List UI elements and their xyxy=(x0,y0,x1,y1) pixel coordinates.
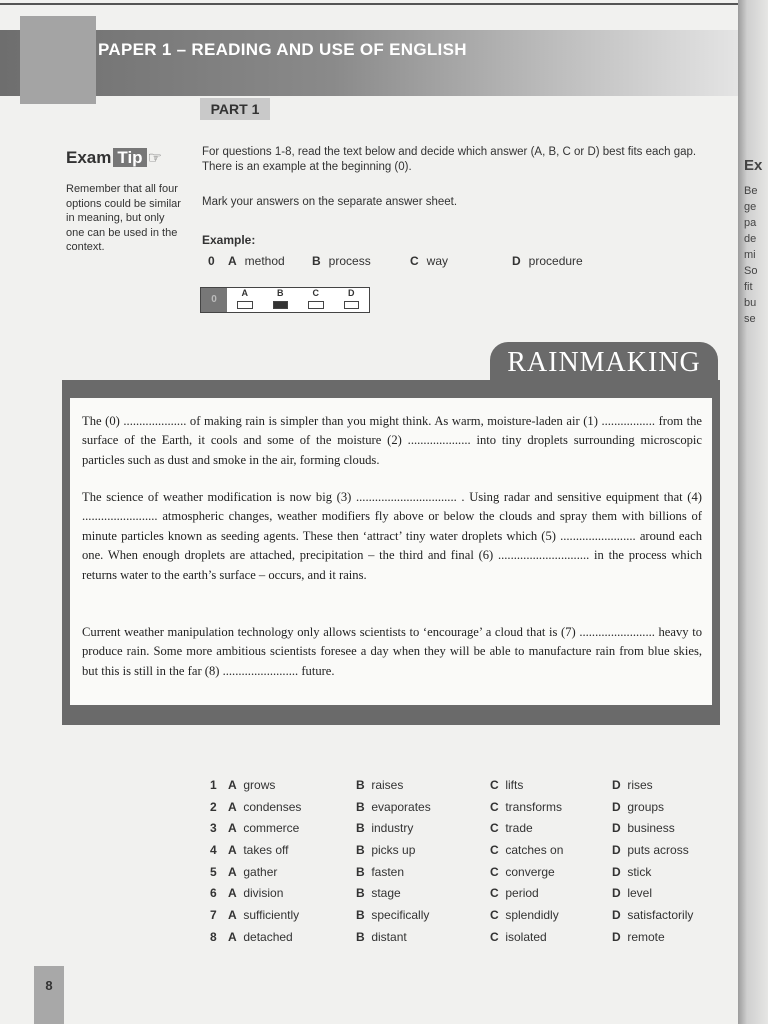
example-option-d: D procedure xyxy=(512,254,583,268)
header-corner-block xyxy=(20,16,96,104)
article-paragraph-2: The science of weather modification is now big (3) ................................ . Using radar and sensitive equipment that (4) ........................ atmospheric changes, weather modifiers fly above or below the clouds and spray them with billions of minute particles known as seeding agents. These then ‘attract’ tiny water droplets which (5) ........................ around each one. When enough droplets are attached, precipitation – the third and final (6) ............................. in the process which returns water to the earth’s surface – occurs, and it rains. xyxy=(82,490,702,582)
exam-tip-text: Remember that all four options could be similar in meaning, but only one can be used in the context. xyxy=(66,183,181,253)
example-option-b: B process xyxy=(312,254,371,268)
paper-title: PAPER 1 – READING AND USE OF ENGLISH xyxy=(98,40,467,59)
question-row-1: 1 A grows B raises C lifts D rises xyxy=(210,778,653,792)
question-row-2: 2 A condenses B evaporates C transforms D groups xyxy=(210,799,665,814)
example-number: 0 xyxy=(208,254,215,268)
instructions-text: For questions 1-8, read the text below and decide which answer (A, B, C or D) best fits each gap. There is an example at the beginning (0). xyxy=(202,146,697,173)
answer-grid-number: 0 xyxy=(201,288,227,312)
next-page-edge xyxy=(738,0,768,1024)
answer-cell-d: D xyxy=(334,288,370,312)
top-rule xyxy=(0,3,740,5)
next-page-line: ge xyxy=(744,201,757,213)
example-option-a: A method xyxy=(228,254,285,268)
question-row-7: 7 A sufficiently B specifically C splendidly D satisfactorily xyxy=(210,908,694,923)
example-label: Example: xyxy=(202,233,256,247)
article-title: RAINMAKING xyxy=(490,342,718,382)
article-paragraph-1: The (0) .................... of making rain is simpler than you might think. As warm, moisture-laden air (1) ................. from the surface of the Earth, it cools and some of the moisture (2) .................... into tiny droplets surrounding microscopic particles such as dust and smoke in the air, forming clouds. xyxy=(82,414,702,467)
answer-cell-a: A xyxy=(227,288,263,312)
next-page-line: So xyxy=(744,265,758,277)
next-page-line: de xyxy=(744,233,757,245)
article-paragraph-3: Current weather manipulation technology only allows scientists to ‘encourage’ a cloud that is (7) ........................ heavy to produce rain. Some more ambitious scientists foresee a day when they will be able to manufacture rain from blue skies, but this is still in the far (8) ........................ future. xyxy=(82,625,702,678)
next-page-line: fit xyxy=(744,281,753,293)
exam-tip-heading xyxy=(66,148,186,178)
pointing-hand-icon: ☞ xyxy=(147,150,162,167)
next-page-line: pa xyxy=(744,217,757,229)
question-row-5: 5 A gather B fasten C converge D stick xyxy=(210,864,652,879)
exam-tip-word: Exam xyxy=(66,148,112,167)
next-page-line: mi xyxy=(744,249,756,261)
next-page-line: se xyxy=(744,313,756,325)
answer-sheet-instruction: Mark your answers on the separate answer sheet. xyxy=(202,196,458,208)
page-number: 8 xyxy=(34,966,64,1024)
question-row-6: 6 A division B stage C period D level xyxy=(210,886,653,901)
answer-cell-b: B xyxy=(263,288,299,312)
next-page-line: bu xyxy=(744,297,757,309)
question-row-3: 3 A commerce B industry C trade D business xyxy=(210,821,675,836)
question-row-4: 4 A takes off B picks up C catches on D puts across xyxy=(210,843,689,858)
next-page-heading: Ex xyxy=(744,157,763,174)
part-label: PART 1 xyxy=(200,98,270,120)
next-page-line: Be xyxy=(744,185,758,197)
example-answer-grid xyxy=(200,287,370,313)
question-row-8: 8 A detached B distant C isolated D remote xyxy=(210,929,665,944)
answer-cell-c: C xyxy=(298,288,334,312)
answer-options-list xyxy=(210,778,730,952)
example-option-c: C way xyxy=(410,254,449,268)
tip-word: Tip xyxy=(113,148,146,167)
